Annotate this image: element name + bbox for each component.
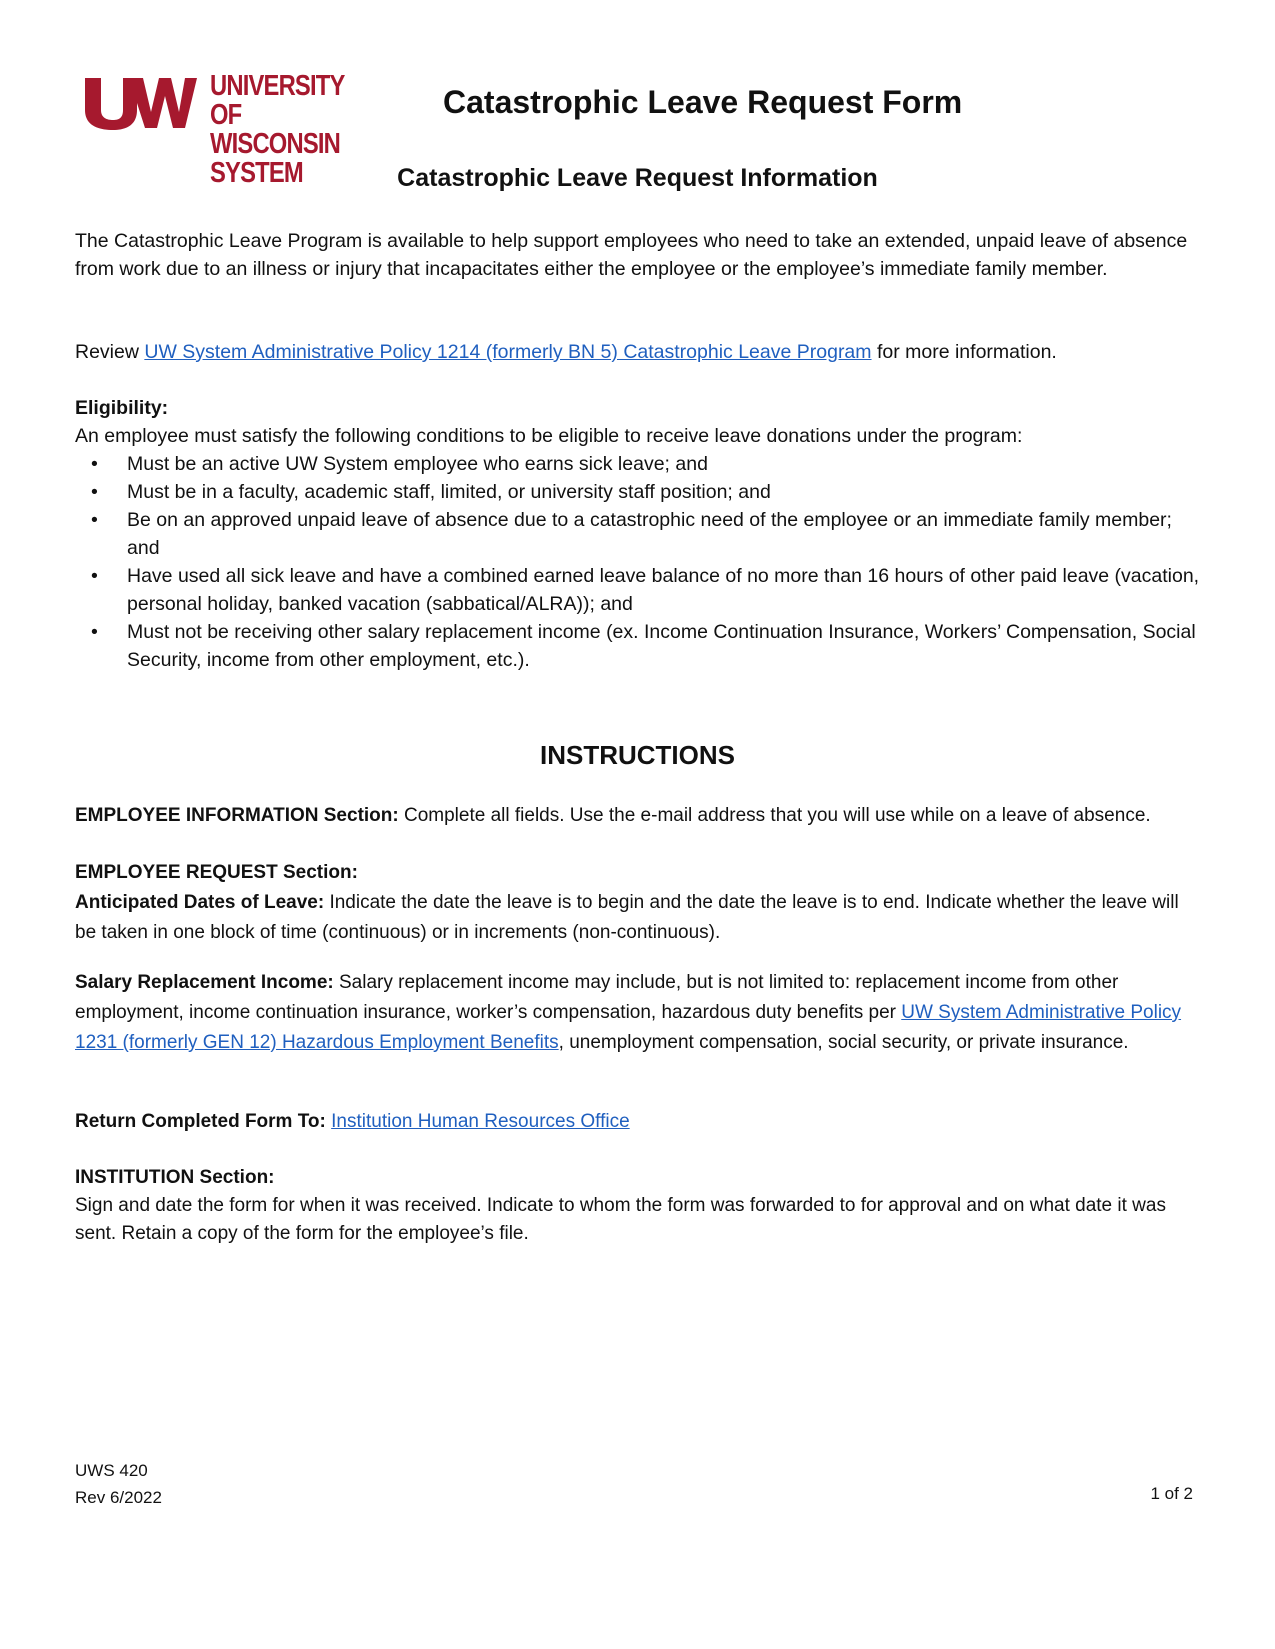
- eligibility-label: Eligibility:: [75, 397, 169, 419]
- list-item-text: Must not be receiving other salary replacement income (ex. Income Continuation Insurance, Workers’ Compensation, Social Security, income from other employment, etc.).: [127, 621, 1196, 671]
- uw-system-logo: [85, 70, 415, 189]
- policy-1231-link[interactable]: UW System Administrative Policy 1231 (formerly GEN 12) Hazardous Employment Benefits: [75, 1002, 1182, 1053]
- eligibility-section: [75, 394, 1200, 674]
- employee-request-label: EMPLOYEE REQUEST Section:: [75, 862, 358, 883]
- bullet-icon: •: [91, 565, 98, 587]
- salary-label: Salary Replacement Income:: [75, 972, 334, 993]
- review-prefix: Review: [75, 341, 145, 363]
- list-item: [75, 506, 1200, 562]
- hr-office-link[interactable]: Institution Human Resources Office: [331, 1111, 630, 1132]
- list-item-text: Have used all sick leave and have a combined earned leave balance of no more than 16 hours of other paid leave (vacation, personal holiday, banked vacation (sabbatical/ALRA)); and: [127, 565, 1200, 615]
- info-heading: Catastrophic Leave Request Information: [397, 164, 878, 192]
- instructions-heading: INSTRUCTIONS: [540, 740, 735, 770]
- review-suffix: for more information.: [871, 341, 1057, 363]
- list-item-text: Be on an approved unpaid leave of absence due to a catastrophic need of the employee or an immediate family member; and: [127, 509, 1172, 559]
- salary-text: Salary replacement income may include, but is not limited to: replacement income from other employment, income continuation insurance, worker’s compensation, hazardous duty benefits per: [75, 972, 1119, 1023]
- footer-form-info: [75, 1457, 162, 1511]
- policy-1214-link[interactable]: UW System Administrative Policy 1214 (formerly BN 5) Catastrophic Leave Program: [144, 341, 872, 363]
- logo-line-1: UNIVERSITY OF: [210, 70, 345, 131]
- employee-info-label: EMPLOYEE INFORMATION Section:: [75, 805, 399, 826]
- form-title: Catastrophic Leave Request Form: [443, 84, 963, 120]
- eligibility-lead: An employee must satisfy the following conditions to be eligible to receive leave donations under the program:: [75, 425, 1023, 447]
- list-item: [75, 478, 1200, 506]
- dates-label: Anticipated Dates of Leave:: [75, 892, 325, 913]
- bullet-icon: •: [91, 481, 98, 503]
- intro-text: The Catastrophic Leave Program is available to help support employees who need to take an extended, unpaid leave of absence from work due to an illness or injury that incapacitates either the employee or the employee’s immediate family member.: [75, 230, 1188, 280]
- list-item-text: Must be an active UW System employee who earns sick leave; and: [127, 453, 708, 475]
- dates-text: Indicate the date the leave is to begin and the date the leave is to end. Indicate whether the leave will be taken in one block of time (continuous) or in increments (non-continuous).: [75, 892, 1179, 943]
- intro-paragraph: [75, 227, 1200, 283]
- list-item: [75, 562, 1200, 618]
- salary-instructions: [75, 968, 1200, 1058]
- bullet-icon: •: [91, 509, 98, 531]
- employee-request-instructions: [75, 858, 1200, 948]
- list-item: [75, 618, 1200, 674]
- bullet-icon: •: [91, 621, 98, 643]
- uw-logo-mark-icon: [85, 74, 197, 130]
- employee-info-text: Complete all fields. Use the e-mail address that you will use while on a leave of absence.: [398, 805, 1151, 826]
- form-number: UWS 420: [75, 1461, 148, 1480]
- eligibility-list: [75, 450, 1200, 674]
- list-item: [75, 450, 1200, 478]
- review-paragraph: [75, 338, 1200, 366]
- institution-instructions: [75, 1164, 1200, 1248]
- list-item-text: Must be in a faculty, academic staff, limited, or university staff position; and: [127, 481, 771, 503]
- return-instructions: [75, 1108, 1200, 1136]
- bullet-icon: •: [91, 453, 98, 475]
- employee-info-instructions: [75, 802, 1200, 830]
- return-label: Return Completed Form To:: [75, 1111, 326, 1132]
- institution-label: INSTITUTION Section:: [75, 1167, 275, 1188]
- logo-line-2: WISCONSIN SYSTEM: [210, 128, 341, 189]
- page-number: 1 of 2: [1150, 1484, 1193, 1503]
- salary-suffix: , unemployment compensation, social security, or private insurance.: [558, 1032, 1129, 1053]
- revision-date: Rev 6/2022: [75, 1488, 162, 1507]
- institution-text: Sign and date the form for when it was received. Indicate to whom the form was forwarded to for approval and on what date it was sent. Retain a copy of the form for the employee’s file.: [75, 1195, 1166, 1244]
